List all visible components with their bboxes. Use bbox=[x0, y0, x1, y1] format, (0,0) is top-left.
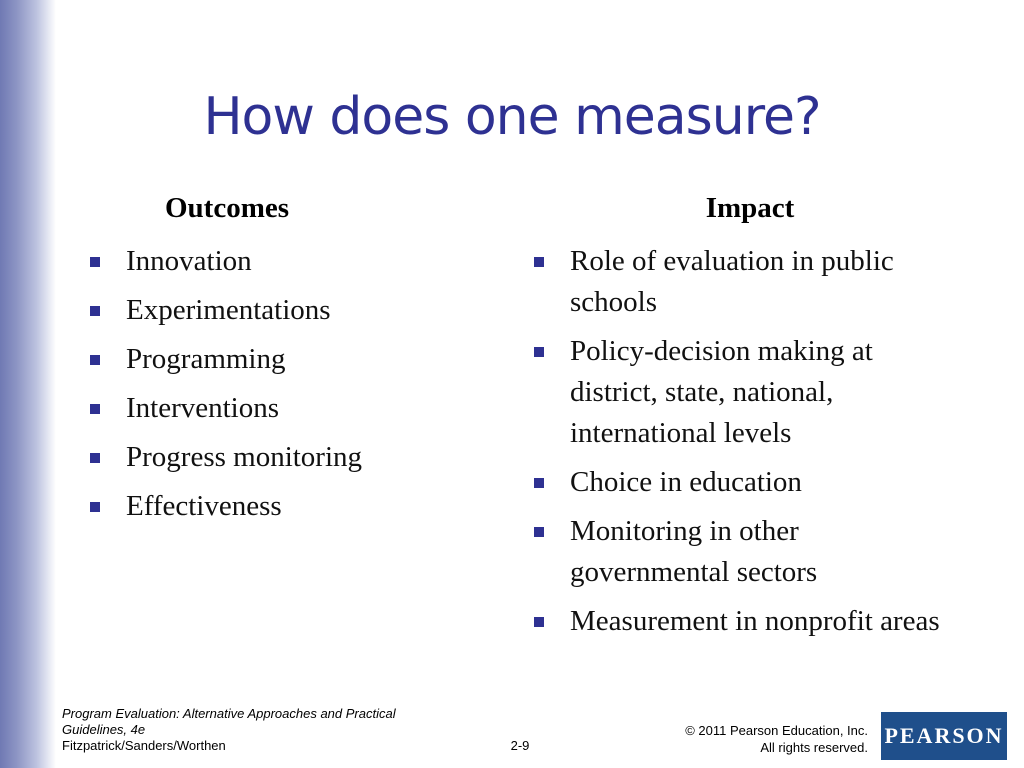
square-bullet-icon bbox=[534, 527, 544, 537]
book-title: Program Evaluation: Alternative Approaches and Practical Guidelines, 4e bbox=[62, 706, 396, 737]
list-item bbox=[90, 290, 450, 331]
list-item bbox=[90, 388, 450, 429]
copyright-line: © 2011 Pearson Education, Inc. bbox=[685, 723, 868, 738]
slide-title: How does one measure? bbox=[203, 87, 821, 147]
square-bullet-icon bbox=[534, 347, 544, 357]
list-item-text: Role of evaluation in public schools bbox=[570, 245, 894, 318]
logo-text: PEARSON bbox=[884, 723, 1004, 748]
square-bullet-icon bbox=[90, 306, 100, 316]
list-item bbox=[534, 241, 964, 323]
square-bullet-icon bbox=[90, 502, 100, 512]
square-bullet-icon bbox=[534, 257, 544, 267]
list-item bbox=[534, 462, 964, 503]
list-item-text: Choice in education bbox=[570, 466, 802, 498]
square-bullet-icon bbox=[90, 404, 100, 414]
square-bullet-icon bbox=[90, 355, 100, 365]
list-item-text: Experimentations bbox=[126, 294, 331, 326]
list-item bbox=[534, 511, 964, 593]
list-item-text: Innovation bbox=[126, 245, 252, 277]
list-item bbox=[534, 601, 964, 642]
square-bullet-icon bbox=[534, 617, 544, 627]
list-item-text: Progress monitoring bbox=[126, 441, 363, 473]
square-bullet-icon bbox=[90, 257, 100, 267]
list-item bbox=[90, 241, 450, 282]
book-authors: Fitzpatrick/Sanders/Worthen bbox=[62, 738, 226, 753]
list-item-text: Measurement in nonprofit areas bbox=[570, 605, 940, 637]
list-item-text: Monitoring in other governmental sectors bbox=[570, 515, 818, 588]
list-item bbox=[90, 486, 450, 527]
impact-list bbox=[534, 241, 964, 650]
list-item bbox=[90, 437, 450, 478]
list-item-text: Programming bbox=[126, 343, 286, 375]
copyright-notice bbox=[685, 722, 868, 756]
list-item bbox=[534, 331, 964, 454]
column-heading-outcomes: Outcomes bbox=[164, 192, 290, 224]
square-bullet-icon bbox=[90, 453, 100, 463]
list-item-text: Effectiveness bbox=[126, 490, 282, 522]
pearson-logo bbox=[881, 712, 1007, 760]
list-item-text: Policy-decision making at district, state, national, international levels bbox=[570, 335, 873, 449]
list-item-text: Interventions bbox=[126, 392, 280, 424]
rights-line: All rights reserved. bbox=[760, 740, 868, 755]
square-bullet-icon bbox=[534, 478, 544, 488]
page-number: 2-9 bbox=[510, 738, 530, 753]
column-heading-impact: Impact bbox=[705, 192, 795, 224]
footer-citation bbox=[62, 706, 442, 754]
outcomes-list bbox=[90, 241, 450, 535]
list-item bbox=[90, 339, 450, 380]
